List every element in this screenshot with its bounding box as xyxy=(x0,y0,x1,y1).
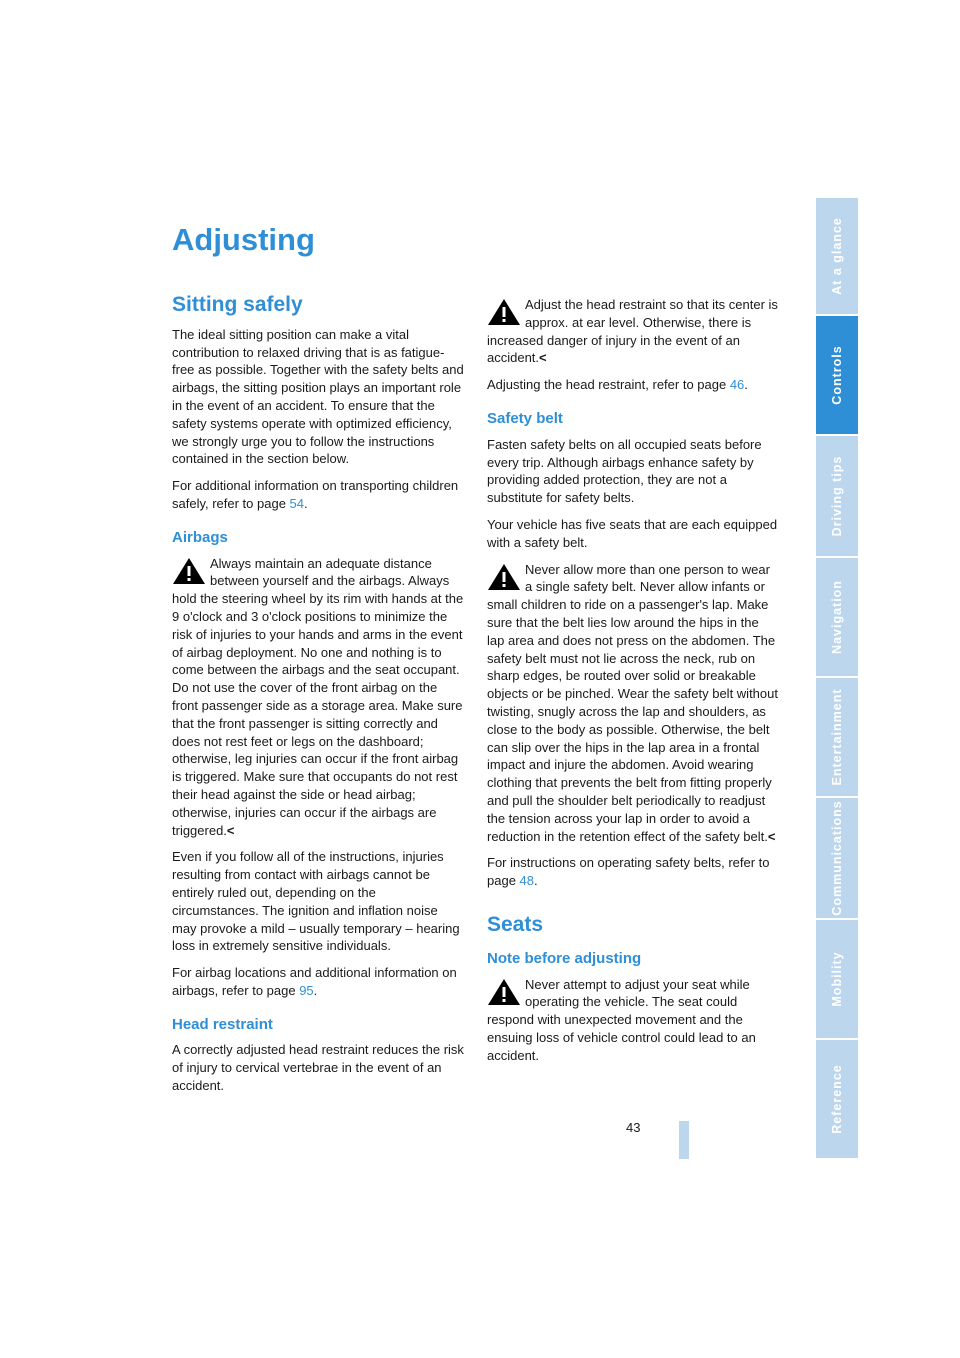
page-link-46[interactable]: 46 xyxy=(729,377,745,393)
page-title: Adjusting xyxy=(172,222,315,257)
sidebar-tab-navigation[interactable] xyxy=(816,558,858,678)
safety-belt-paragraph-1: Fasten safety belts on all occupied seats before every trip. Although airbags enhance safety by providing added protection, they are not a substitute for safety belts. xyxy=(487,436,762,506)
chapter-sidebar xyxy=(816,198,858,1160)
period: . xyxy=(313,982,318,998)
end-mark: < xyxy=(539,350,547,366)
safety-belt-paragraph-2: Your vehicle has five seats that are each equipped with a safety belt. xyxy=(487,516,778,550)
children-reference-paragraph xyxy=(172,477,464,513)
seats-warning xyxy=(487,976,779,1065)
subsection-heading-note-before-adjusting: Note before adjusting xyxy=(487,949,642,967)
sidebar-tab-label: Mobility xyxy=(830,951,844,1007)
page-link-95[interactable]: 95 xyxy=(299,982,314,998)
sidebar-tab-label: Reference xyxy=(830,1064,844,1134)
sidebar-tab-label: At a glance xyxy=(830,217,844,295)
children-reference-text: For additional information on transporting children safely, refer to page xyxy=(172,478,459,511)
safety-belt-warning-text xyxy=(487,561,779,846)
left-column xyxy=(172,293,464,1104)
head-restraint-reference-paragraph xyxy=(487,376,779,394)
sidebar-tab-entertainment[interactable] xyxy=(816,678,858,798)
airbags-warning-text-2 xyxy=(172,679,464,839)
airbags-warning-text-1: Always maintain an adequate distance between yourself and the airbags. Always hold the steering wheel by its rim with hands at the 9 o'clock and 3 o'clock positions to minimize the risk of injuries to your hands and arms in the event of airbag deployment. No one and nothing is to come between the airbags and the seat occupant. xyxy=(172,555,464,678)
page-link-48[interactable]: 48 xyxy=(519,873,535,889)
safety-belt-warning-body: Never allow more than one person to wear a single safety belt. Never allow infants or small children to ride on a passenger's lap. Make sure that the belt lies low around the hips in the lap area and does not press on the abdomen. The safety belt must not lie across the neck, rub on sharp edges, be routed over solid or breakable objects or be pinched. Wear the safety belt without twisting, snugly across the lap and shoulders, as close to the body as possible. Otherwise, the belt can slip over the hips in the lap area in a frontal impact and injure the abdomen. Avoid wearing clothing that prevents the belt from fitting properly and pull the shoulder belt periodically to readjust the tension across your lap in order to avoid a reduction in the retention effect of the safety belt. xyxy=(487,561,778,844)
subsection-heading-safety-belt: Safety belt xyxy=(487,409,563,427)
sidebar-tab-label: Entertainment xyxy=(830,688,844,786)
head-restraint-reference-text: Adjusting the head restraint, refer to page xyxy=(487,377,730,393)
sidebar-tab-label: Controls xyxy=(830,345,844,405)
right-column xyxy=(487,296,779,1073)
airbags-reference-text: For airbag locations and additional information on airbags, refer to page xyxy=(172,965,457,998)
warning-triangle-icon xyxy=(172,557,206,585)
safety-belt-warning xyxy=(487,561,779,846)
subsection-heading-head-restraint: Head restraint xyxy=(172,1015,273,1033)
sidebar-tab-label: Communications xyxy=(830,800,844,916)
warning-triangle-icon xyxy=(487,563,521,591)
sidebar-tab-communications[interactable] xyxy=(816,798,858,920)
period: . xyxy=(744,377,748,393)
sidebar-tab-controls[interactable] xyxy=(816,316,858,436)
head-restraint-warning-text xyxy=(487,296,779,367)
sidebar-tab-reference[interactable] xyxy=(816,1040,858,1160)
seats-warning-text: Never attempt to adjust your seat while operating the vehicle. The seat could respond with unexpected movement and the ensuing loss of vehicle control could lead to an accident. xyxy=(487,976,756,1063)
period: . xyxy=(534,873,538,889)
end-mark: < xyxy=(767,828,776,844)
head-restraint-warning-body: Adjust the head restraint so that its center is approx. at ear level. Otherwise, there is increased danger of injury in the event of an accident. xyxy=(487,297,778,366)
sidebar-tab-at-a-glance[interactable] xyxy=(816,198,858,316)
head-restraint-paragraph: A correctly adjusted head restraint reduces the risk of injury to cervical vertebrae in the event of an accident. xyxy=(172,1042,464,1094)
page-link-54[interactable]: 54 xyxy=(289,495,305,511)
warning-triangle-icon xyxy=(487,978,521,1006)
page-marker-bar xyxy=(679,1121,689,1159)
safety-belt-reference-paragraph xyxy=(487,854,779,890)
section-heading-sitting-safely: Sitting safely xyxy=(172,293,303,316)
page-number: 43 xyxy=(626,1120,641,1135)
sidebar-tab-label: Navigation xyxy=(830,580,844,654)
subsection-heading-airbags: Airbags xyxy=(172,528,228,546)
sidebar-tab-driving-tips[interactable] xyxy=(816,436,858,558)
warning-triangle-icon xyxy=(487,298,521,326)
airbags-warning xyxy=(172,555,464,840)
airbags-paragraph: Even if you follow all of the instructions, injuries resulting from contact with airbags cannot be entirely ruled out, depending on the circumstances. The ignition and inflation noise may provoke a mild – usually temporary – hearing loss in extremely sensitive individuals. xyxy=(172,849,460,954)
section-heading-seats: Seats xyxy=(487,912,544,936)
end-mark: < xyxy=(226,822,235,838)
airbags-reference-paragraph xyxy=(172,964,464,1000)
sidebar-tab-label: Driving tips xyxy=(830,455,844,537)
sidebar-tab-mobility[interactable] xyxy=(816,920,858,1040)
sitting-safely-paragraph: The ideal sitting position can make a vital contribution to relaxed driving that is as fatigue-free as possible. Together with the safety belts and airbags, the sitting position plays an important role in the event of an accident. To ensure that the safety systems operate with optimized efficiency, we strongly urge you to follow the instructions contained in the section below. xyxy=(172,326,464,467)
safety-belt-reference-text: For instructions on operating safety belts, refer to page xyxy=(487,855,770,889)
head-restraint-warning xyxy=(487,296,779,367)
period: . xyxy=(304,495,308,511)
airbags-warning-body: Do not use the cover of the front airbag on the front passenger side as a storage area. Make sure that the front passenger is sitting correctly and does not rest feet or legs on the dashboard; otherwise, leg injuries can occur if the front airbag is triggered. Make sure that occupants do not rest their head against the side or head airbag; otherwise, injuries can occur if the airbags are triggered. xyxy=(172,680,463,838)
